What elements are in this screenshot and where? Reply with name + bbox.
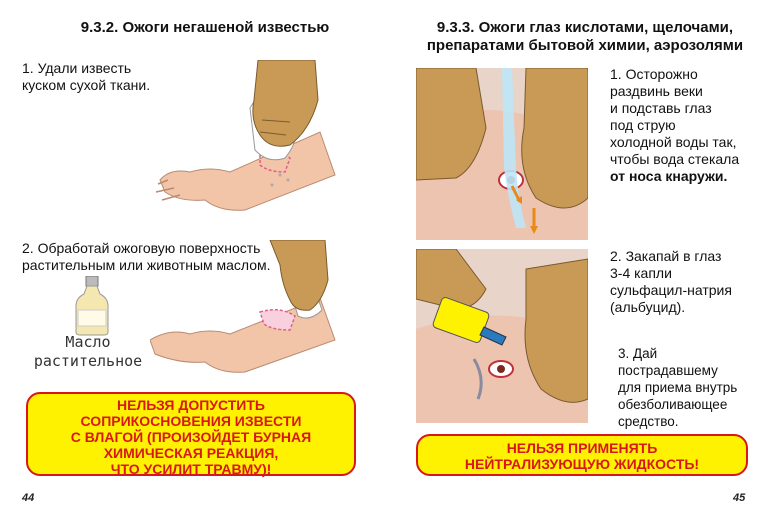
step-2-line: растительным или животным маслом. [22, 257, 271, 273]
step-3-text [618, 345, 737, 430]
step-3-line: для приема внутрь [618, 380, 738, 395]
warning-line: ЧТО УСИЛИТ ТРАВМУ)! [110, 461, 272, 477]
page-title-line: 9.3.3. Ожоги глаз кислотами, щелочами, [436, 19, 734, 36]
step-1-line: раздвинь веки [610, 83, 703, 99]
warning-line: С ВЛАГОЙ (ПРОИЗОЙДЕТ БУРНАЯ [70, 429, 312, 445]
step-2-line: (альбуцид). [610, 299, 686, 315]
step-1-line: холодной воды так, [610, 134, 737, 150]
warning-line: НЕЛЬЗЯ ДОПУСТИТЬ [117, 397, 265, 413]
step-1-line-bold: от носа кнаружи. [610, 168, 728, 184]
step-3-line: пострадавшему [618, 363, 718, 378]
warning-line: ХИМИЧЕСКАЯ РЕАКЦИЯ, [103, 445, 279, 461]
wipe-lime-illustration [150, 60, 350, 215]
step-1-line: под струю [610, 117, 676, 133]
oil-bottle-label-line: растительное [33, 352, 143, 370]
step-1-line: 1. Удали известь [22, 60, 132, 76]
step-2-text [610, 248, 732, 316]
right-page [385, 0, 770, 514]
oil-bottle-label-line: Масло [65, 333, 111, 351]
step-1-text [610, 66, 739, 185]
step-2-line: 2. Обработай ожоговую поверхность [22, 240, 261, 256]
page-title-line: препаратами бытовой химии, аэрозолями [426, 37, 744, 54]
page-number: 45 [733, 492, 746, 504]
step-2-line: 3-4 капли [610, 265, 672, 281]
step-3-line: средство. [618, 414, 679, 429]
step-1-text [22, 60, 150, 94]
eye-drops-illustration [416, 249, 588, 423]
warning-line: НЕЛЬЗЯ ПРИМЕНЯТЬ [506, 440, 658, 456]
oil-bottle-icon [72, 276, 112, 336]
page-title: 9.3.2. Ожоги негашеной известью [80, 19, 330, 36]
step-1-line: и подставь глаз [610, 100, 712, 116]
step-1-line: 1. Осторожно [610, 66, 698, 82]
step-3-line: 3. Дай [618, 346, 658, 361]
warning-box [26, 392, 356, 476]
page-title [405, 19, 765, 55]
step-3-line: обезболивающее [618, 397, 728, 412]
warning-box [416, 434, 748, 476]
warning-line: НЕЙТРАЛИЗУЮЩУЮ ЖИДКОСТЬ! [464, 456, 700, 472]
warning-line: СОПРИКОСНОВЕНИЯ ИЗВЕСТИ [80, 413, 302, 429]
apply-oil-illustration [150, 240, 350, 375]
eye-wash-illustration [416, 68, 588, 240]
step-2-line: 2. Закапай в глаз [610, 248, 722, 264]
step-1-line: куском сухой ткани. [22, 77, 151, 93]
oil-bottle-label [18, 333, 158, 371]
step-2-line: сульфацил-натрия [610, 282, 732, 298]
step-1-line: чтобы вода стекала [610, 151, 740, 167]
page-number: 44 [22, 492, 35, 504]
